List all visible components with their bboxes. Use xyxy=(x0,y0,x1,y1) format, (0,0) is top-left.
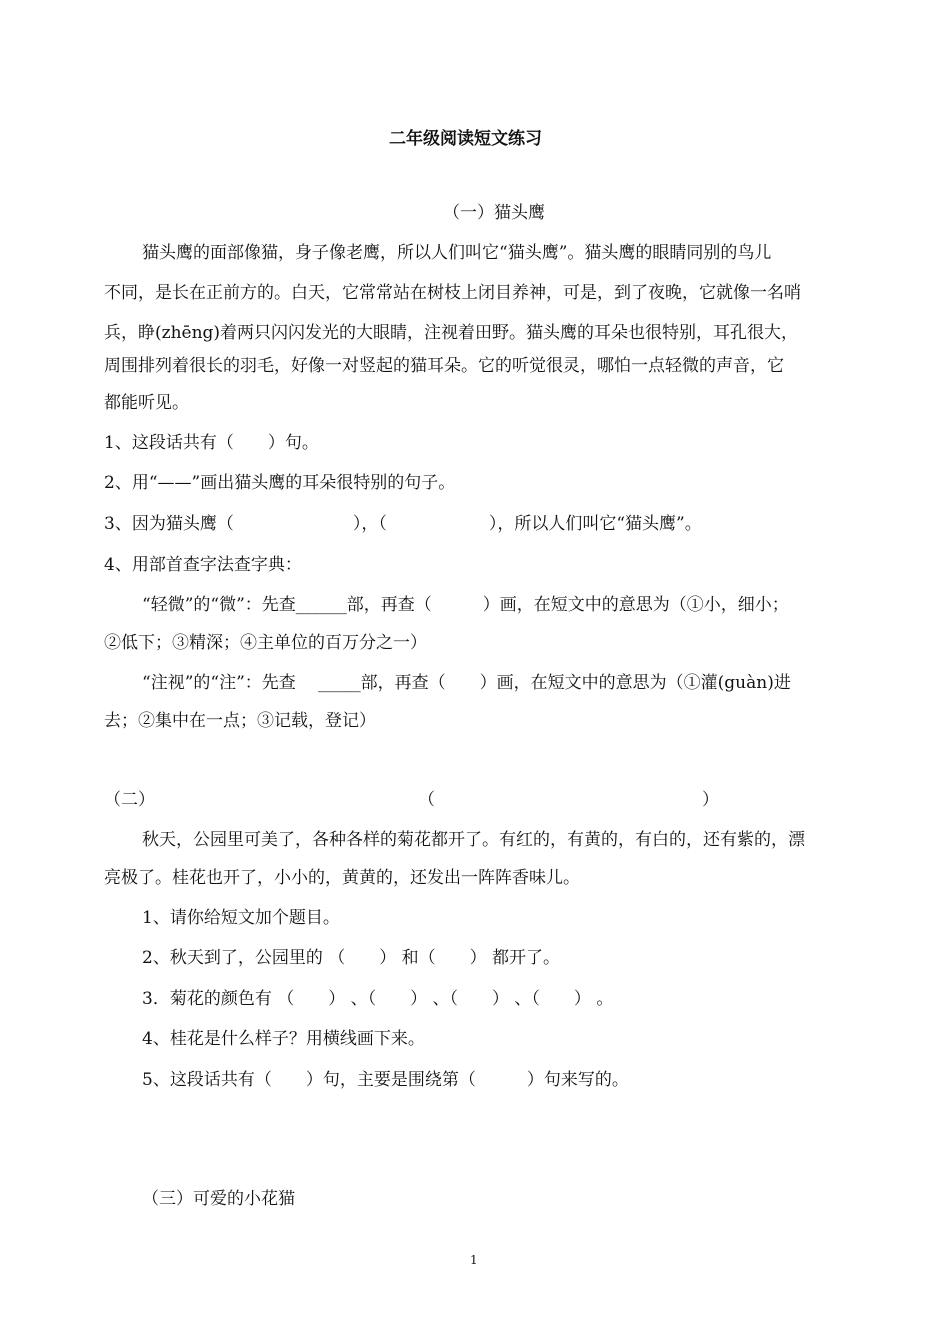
title-blank-open: （ xyxy=(418,790,435,810)
s2-paragraph-line: 秋天，公园里可美了，各种各样的菊花都开了。有红的，有黄的，有白的，还有紫的，漂 xyxy=(142,830,805,850)
s1-question: “注视”的“注”：先查 _____部，再查（ ）画，在短文中的意思为（①灌(guàn)进 xyxy=(142,673,791,693)
s2-question: 3．菊花的颜色有 （ ） 、（ ） 、（ ） 、（ ） 。 xyxy=(142,989,614,1009)
page-title: 二年级阅读短文练习 xyxy=(389,129,542,149)
s1-paragraph-line: 都能听见。 xyxy=(104,393,189,413)
section-2-label: （二） xyxy=(104,790,155,810)
s2-question: 2、秋天到了，公园里的 （ ） 和（ ） 都开了。 xyxy=(142,948,561,968)
s1-question: 2、用“——”画出猫头鹰的耳朵很特别的句子。 xyxy=(104,473,456,493)
s1-question: 3、因为猫头鹰（ ），（ ），所以人们叫它“猫头鹰”。 xyxy=(104,514,702,534)
s1-question: 4、用部首查字法查字典： xyxy=(104,555,302,575)
s2-question: 4、桂花是什么样子？用横线画下来。 xyxy=(142,1029,425,1049)
s1-paragraph-line: 猫头鹰的面部像猫，身子像老鹰，所以人们叫它“猫头鹰”。猫头鹰的眼睛同别的鸟儿 xyxy=(142,243,772,263)
s2-paragraph-line: 亮极了。桂花也开了，小小的，黄黄的，还发出一阵阵香味儿。 xyxy=(104,868,580,888)
s1-question: 去；②集中在一点；③记载，登记） xyxy=(104,711,376,731)
s1-question: ②低下；③精深；④主单位的百万分之一） xyxy=(104,633,427,653)
s1-paragraph-line: 周围排列着很长的羽毛，好像一对竖起的猫耳朵。它的听觉很灵，哪怕一点轻微的声音，它 xyxy=(104,356,784,376)
s1-question: “轻微”的“微”：先查______部，再查（ ）画，在短文中的意思为（①小，细小； xyxy=(142,595,789,615)
title-blank-close: ） xyxy=(702,790,719,810)
s2-question: 5、这段话共有（ ）句，主要是围绕第（ ）句来写的。 xyxy=(142,1070,629,1090)
page-number: 1 xyxy=(470,1253,478,1267)
s2-question: 1、请你给短文加个题目。 xyxy=(142,908,340,928)
section-1-heading: （一）猫头鹰 xyxy=(443,203,545,223)
s1-question: 1、这段话共有（ ）句。 xyxy=(104,433,319,453)
s1-paragraph-line: 不同，是长在正前方的。白天，它常常站在树枝上闭目养神，可是，到了夜晚，它就像一名哨 xyxy=(104,283,801,303)
s1-paragraph-line: 兵，睁(zhēng)着两只闪闪发光的大眼睛，注视着田野。猫头鹰的耳朵也很特别，耳孔很大， xyxy=(104,323,799,343)
section-3-heading: （三）可爱的小花猫 xyxy=(142,1189,295,1209)
